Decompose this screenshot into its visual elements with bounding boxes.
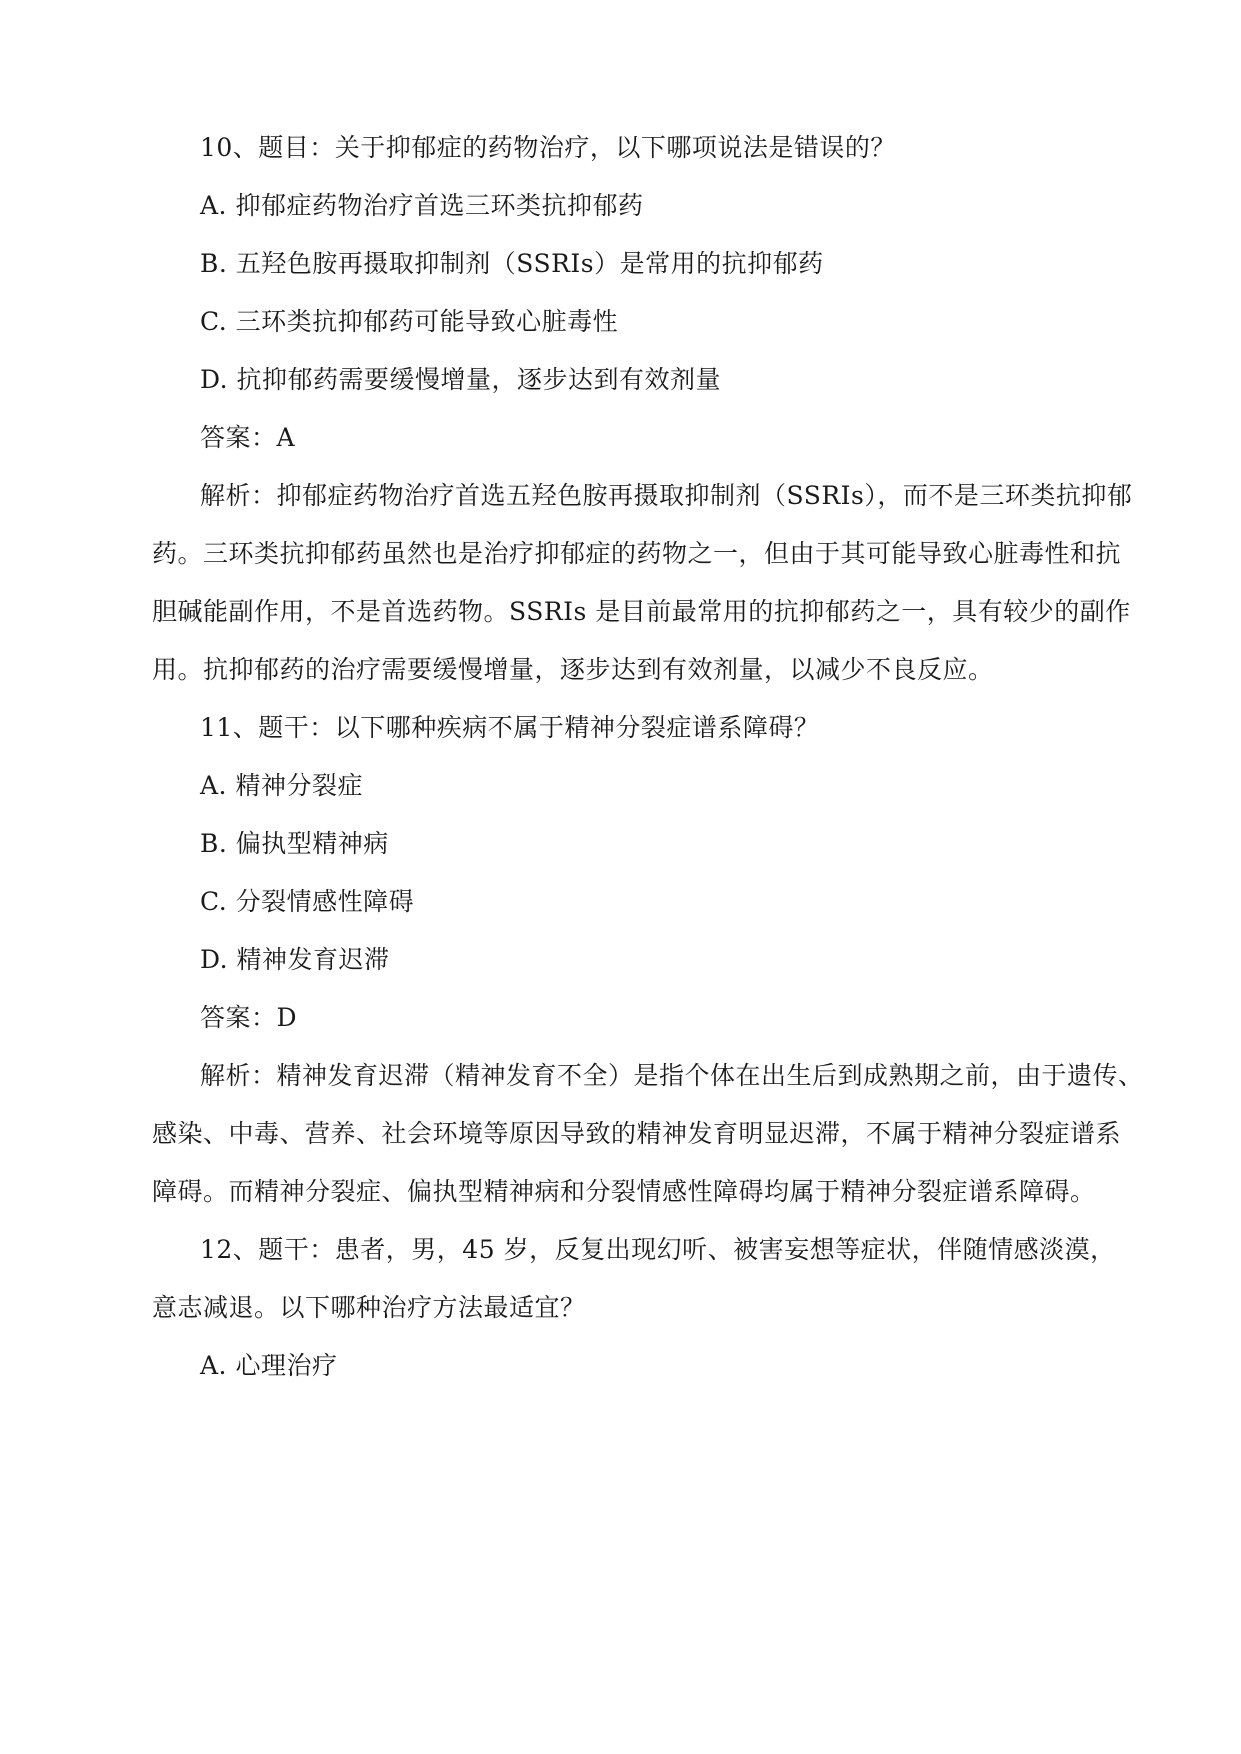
question-10-analysis-line: 药。三环类抗抑郁药虽然也是治疗抑郁症的药物之一，但由于其可能导致心脏毒性和抗 [152,539,1122,568]
question-12-stem: 意志减退。以下哪种治疗方法最适宜？ [152,1293,586,1322]
question-12-option-a: A. 心理治疗 [200,1351,338,1380]
question-10-option-b: B. 五羟色胺再摄取抑制剂（SSRIs）是常用的抗抑郁药 [200,249,824,278]
question-10-stem: 10、题目：关于抑郁症的药物治疗，以下哪项说法是错误的？ [200,133,896,162]
question-10-option-d: D. 抗抑郁药需要缓慢增量，逐步达到有效剂量 [200,365,722,394]
question-10-analysis-line: 胆碱能副作用，不是首选药物。SSRIs 是目前最常用的抗抑郁药之一，具有较少的副作 [152,597,1131,626]
question-11-answer: 答案：D [200,1003,298,1032]
question-10-answer: 答案：A [200,423,296,452]
question-10-analysis-line: 用。抗抑郁药的治疗需要缓慢增量，逐步达到有效剂量，以减少不良反应。 [152,655,994,684]
question-11-analysis-line: 解析：精神发育迟滞（精神发育不全）是指个体在出生后到成熟期之前，由于遗传、 [200,1061,1144,1090]
question-10-option-c: C. 三环类抗抑郁药可能导致心脏毒性 [200,307,619,336]
question-11-option-a: A. 精神分裂症 [200,771,363,800]
question-11-stem: 11、题干：以下哪种疾病不属于精神分裂症谱系障碍？ [200,713,820,742]
question-11-option-d: D. 精神发育迟滞 [200,945,390,974]
question-11-analysis-line: 感染、中毒、营养、社会环境等原因导致的精神发育明显迟滞，不属于精神分裂症谱系 [152,1119,1122,1148]
question-10-option-a: A. 抑郁症药物治疗首选三环类抗抑郁药 [200,191,644,220]
question-11-analysis-line: 障碍。而精神分裂症、偏执型精神病和分裂情感性障碍均属于精神分裂症谱系障碍。 [152,1177,1096,1206]
question-10-analysis-line: 解析：抑郁症药物治疗首选五羟色胺再摄取抑制剂（SSRIs），而不是三环类抗抑郁 [200,481,1133,510]
question-11-option-b: B. 偏执型精神病 [200,829,389,858]
question-12-stem: 12、题干：患者，男，45 岁，反复出现幻听、被害妄想等症状，伴随情感淡漠， [200,1235,1116,1264]
question-11-option-c: C. 分裂情感性障碍 [200,887,415,916]
